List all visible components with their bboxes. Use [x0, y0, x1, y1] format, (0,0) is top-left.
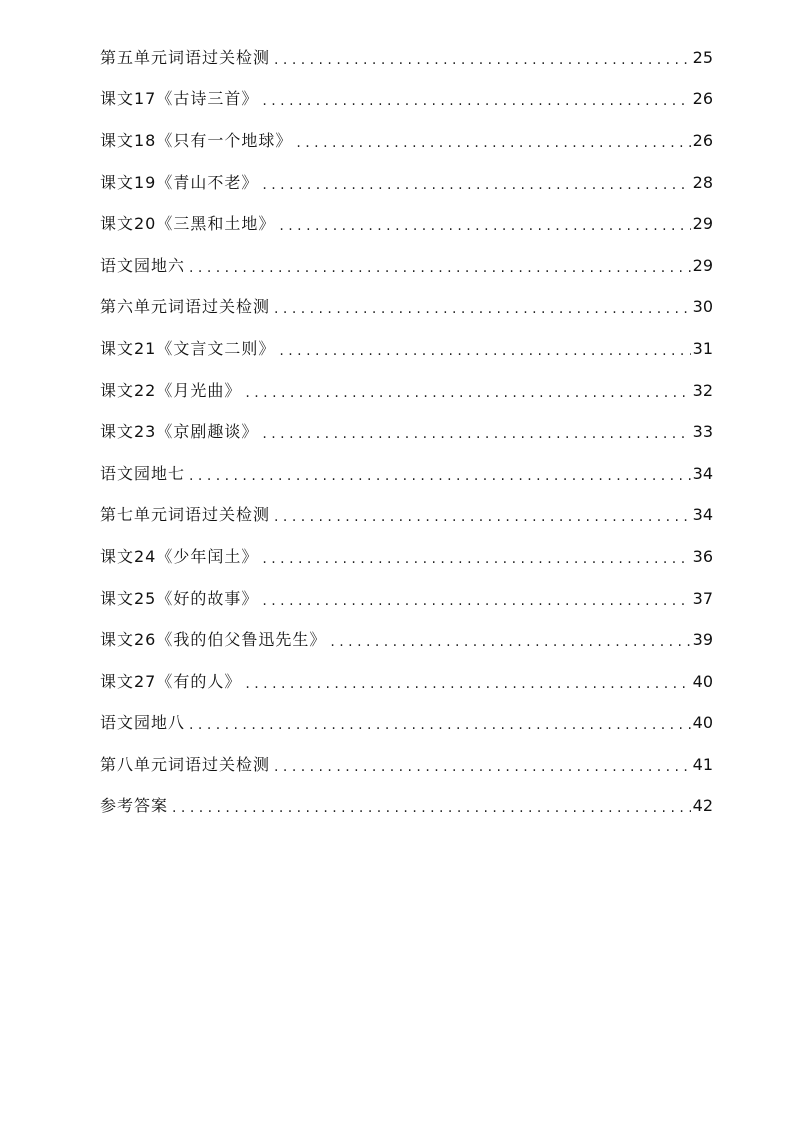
- toc-dot-leader: [262, 89, 690, 113]
- toc-entry-page: 30: [692, 297, 713, 317]
- toc-entry[interactable]: [100, 411, 713, 453]
- toc-dot-leader: [274, 48, 691, 72]
- toc-entry-page: 25: [692, 47, 713, 67]
- toc-dot-leader: [262, 173, 690, 197]
- toc-dot-leader: [262, 547, 690, 571]
- toc-entry-title: 课文18《只有一个地球》: [100, 130, 293, 150]
- toc-entry-title: 课文22《月光曲》: [100, 380, 242, 400]
- toc-entry-title: 课文20《三黑和土地》: [100, 214, 276, 234]
- toc-entry-title: 第六单元词语过关检测: [100, 297, 271, 317]
- toc-dot-leader: [245, 381, 690, 405]
- toc-entry[interactable]: [100, 79, 713, 121]
- toc-entry-title: 第五单元词语过关检测: [100, 47, 271, 67]
- toc-entry-page: 32: [692, 380, 713, 400]
- toc-dot-leader: [296, 131, 690, 155]
- toc-entry-title: 语文园地八: [100, 713, 186, 733]
- toc-dot-leader: [274, 755, 691, 779]
- toc-entry-page: 29: [692, 214, 713, 234]
- toc-entry-page: 39: [692, 630, 713, 650]
- toc-entry[interactable]: [100, 495, 713, 537]
- toc-entry-title: 语文园地七: [100, 463, 186, 483]
- table-of-contents: [100, 37, 713, 827]
- toc-entry-title: 参考答案: [100, 796, 169, 816]
- toc-entry-page: 26: [692, 89, 713, 109]
- toc-entry-page: 42: [692, 796, 713, 816]
- toc-entry-page: 40: [692, 713, 713, 733]
- toc-entry[interactable]: [100, 619, 713, 661]
- toc-entry-page: 36: [692, 546, 713, 566]
- toc-entry[interactable]: [100, 245, 713, 287]
- toc-entry-page: 40: [692, 671, 713, 691]
- toc-entry-title: 语文园地六: [100, 255, 186, 275]
- toc-entry[interactable]: [100, 453, 713, 495]
- toc-entry-page: 31: [692, 338, 713, 358]
- toc-entry[interactable]: [100, 578, 713, 620]
- toc-entry-title: 课文24《少年闰土》: [100, 546, 259, 566]
- toc-entry[interactable]: [100, 37, 713, 79]
- toc-dot-leader: [330, 630, 690, 654]
- toc-entry[interactable]: [100, 661, 713, 703]
- toc-dot-leader: [172, 796, 691, 820]
- toc-entry-title: 第八单元词语过关检测: [100, 754, 271, 774]
- toc-entry[interactable]: [100, 203, 713, 245]
- toc-entry-title: 课文17《古诗三首》: [100, 89, 259, 109]
- toc-entry-page: 26: [692, 130, 713, 150]
- toc-entry[interactable]: [100, 120, 713, 162]
- toc-dot-leader: [189, 464, 691, 488]
- toc-entry[interactable]: [100, 786, 713, 828]
- toc-entry-title: 课文27《有的人》: [100, 671, 242, 691]
- toc-entry-page: 34: [692, 505, 713, 525]
- toc-dot-leader: [274, 505, 691, 529]
- toc-dot-leader: [274, 297, 691, 321]
- toc-dot-leader: [245, 672, 690, 696]
- toc-entry-title: 课文19《青山不老》: [100, 172, 259, 192]
- toc-entry[interactable]: [100, 744, 713, 786]
- toc-dot-leader: [189, 713, 691, 737]
- toc-entry[interactable]: [100, 287, 713, 329]
- toc-entry-page: 34: [692, 463, 713, 483]
- toc-dot-leader: [262, 422, 690, 446]
- toc-dot-leader: [262, 589, 690, 613]
- toc-entry[interactable]: [100, 536, 713, 578]
- toc-entry-page: 41: [692, 754, 713, 774]
- toc-entry-title: 课文21《文言文二则》: [100, 338, 276, 358]
- toc-entry[interactable]: [100, 370, 713, 412]
- toc-entry-page: 33: [692, 422, 713, 442]
- toc-entry[interactable]: [100, 703, 713, 745]
- toc-entry-page: 37: [692, 588, 713, 608]
- toc-dot-leader: [279, 214, 690, 238]
- toc-entry-page: 28: [692, 172, 713, 192]
- toc-entry-title: 第七单元词语过关检测: [100, 505, 271, 525]
- toc-entry[interactable]: [100, 328, 713, 370]
- toc-dot-leader: [279, 339, 690, 363]
- toc-entry-title: 课文26《我的伯父鲁迅先生》: [100, 630, 327, 650]
- toc-entry-page: 29: [692, 255, 713, 275]
- toc-entry[interactable]: [100, 162, 713, 204]
- toc-dot-leader: [189, 256, 691, 280]
- toc-entry-title: 课文25《好的故事》: [100, 588, 259, 608]
- toc-entry-title: 课文23《京剧趣谈》: [100, 422, 259, 442]
